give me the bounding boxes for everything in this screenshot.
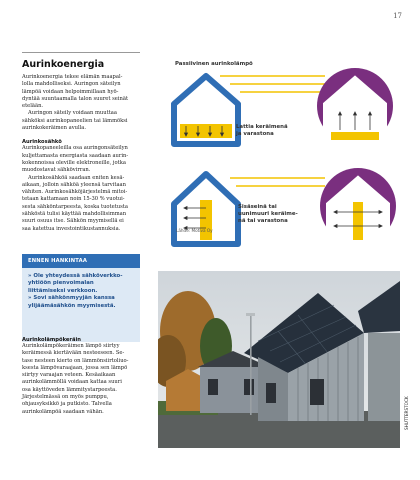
text-line: tase nesteen kierto on lämmönsiirtoliuo-: [22, 357, 129, 364]
title-rule: [22, 52, 140, 53]
text-line: ohjausyksikkö ja putkisto. Talvella: [22, 401, 112, 408]
lamp-post: [250, 315, 252, 415]
text-line: kokennoissa oleville elektroneille, jotka: [22, 159, 126, 166]
intro-line: Auringon säteily voidaan muuttaa: [28, 110, 117, 117]
text-line: tetaan kattamaan noin 15-30 % vuotui-: [22, 196, 125, 203]
callout-item: » Ole yhteydessä sähköverkko-: [28, 273, 123, 279]
intro-line: lämpöä voidaan helpoimmillaan hyö-: [22, 88, 119, 95]
floor-storage: [331, 132, 379, 140]
intro-line: Aurinkoenergia tekee elämän maapal-: [22, 74, 123, 80]
text-line: Aurinkolämpökeräimen lämpö siirtyy: [22, 343, 120, 349]
text-line: ksesta lämpövaraajaan, jossa sen lämpö: [22, 364, 128, 371]
label-floor-collector: [236, 124, 288, 138]
article-title: Aurinkoenergia: [22, 59, 105, 70]
label-line: uunimuuri keräime-: [238, 211, 298, 217]
callout-heading: ENNEN HANKINTAA: [22, 254, 140, 268]
intro-line: sähköksi aurinkopaneelien tai lämmöksi: [22, 117, 128, 124]
diagram-source: Lähde: Motiva Oy: [176, 228, 213, 233]
text-line: vähiten. Aurinkosähköjärjestelmä mitoi-: [22, 189, 128, 196]
section2-text: [22, 343, 140, 416]
label-line: nä tai varastona: [238, 218, 288, 224]
callout-item: yhtiöön pienvoimalan: [28, 280, 94, 287]
intro-line: lolla mahdolliseksi. Auringon säteilyn: [22, 81, 121, 88]
lamp-head: [246, 313, 255, 316]
text-line: aikaan, jolloin sähköä yleensä tarvitaan: [22, 181, 126, 188]
window: [244, 379, 254, 395]
text-line: muodostavat sähkövirran.: [22, 167, 91, 174]
before-purchase-callout: [22, 254, 140, 342]
page-number: 17: [393, 12, 402, 20]
article-column-lower: [22, 330, 140, 416]
text-line: siirtyy varaajan veteen. Kesäaikaan: [22, 372, 116, 379]
intro-line: aurinkokeräimen avulla.: [22, 125, 87, 132]
diagram-title: Passiivinen aurinkolämpö: [175, 61, 253, 67]
label-line: Sisäseinä tai: [238, 204, 277, 210]
text-line: kuljettamasta energiasta saadaan aurin-: [22, 152, 129, 159]
callout-item: » Sovi sähkönmyyjän kanssa: [28, 295, 115, 302]
section-heading-solar-electricity: Aurinkosähkö: [22, 139, 62, 146]
wall-storage: [353, 202, 363, 240]
text-line: sesta sähköntarpeesta, koska tuotetusta: [22, 203, 128, 210]
callout-item: ylijäämäsähkön myymisestä.: [28, 302, 116, 309]
label-line: Lattia keräimenä: [236, 124, 288, 130]
text-line: aurinkolämpöä saadaan vähän.: [22, 408, 104, 415]
floor-storage: [180, 124, 232, 138]
callout-body: [22, 268, 140, 315]
label-wall-collector: [238, 204, 298, 225]
photo-houses-with-solar-panels: [158, 271, 400, 448]
window: [266, 383, 276, 403]
text-line: aurinkolämmöllä voidaan kattaa suuri: [22, 379, 122, 386]
text-line: Järjestelmässä on myös pumppu,: [22, 394, 109, 401]
intro-text: [22, 74, 140, 132]
text-line: osa käyttöveden lämmitystarpeesta.: [22, 386, 117, 393]
house-wall: [368, 333, 400, 421]
wall-storage: [200, 200, 212, 240]
text-line: Aurinkopaneeleilla osa auringonsäteilyn: [22, 145, 128, 152]
label-line: ja varastona: [236, 131, 274, 137]
text-line: keräimessä kiertävään nesteeseen. Se-: [22, 350, 125, 357]
text-line: saa katettua investointikustannuksia.: [22, 225, 121, 232]
intro-line: etelään.: [22, 103, 44, 110]
intro-line: dyntää suuntaamalla talon suuret seinät: [22, 95, 129, 102]
text-line: suuri osuus itse. Sähkön myymisellä ei: [22, 218, 124, 225]
article-column: [22, 52, 140, 233]
section-heading-solar-thermal: Aurinkolämpökeräin: [22, 337, 81, 343]
callout-item: liittämiseksi verkkoon.: [28, 287, 98, 294]
window: [208, 379, 218, 395]
photo-credit: SHUTTERSTOCK: [404, 396, 409, 430]
text-line: Aurinkosähköä saadaan eniten kesä-: [28, 174, 125, 181]
text-line: sähköstä tulisi käyttää mahdollisimman: [22, 211, 127, 218]
section1-text: [22, 145, 140, 233]
window: [310, 379, 324, 405]
